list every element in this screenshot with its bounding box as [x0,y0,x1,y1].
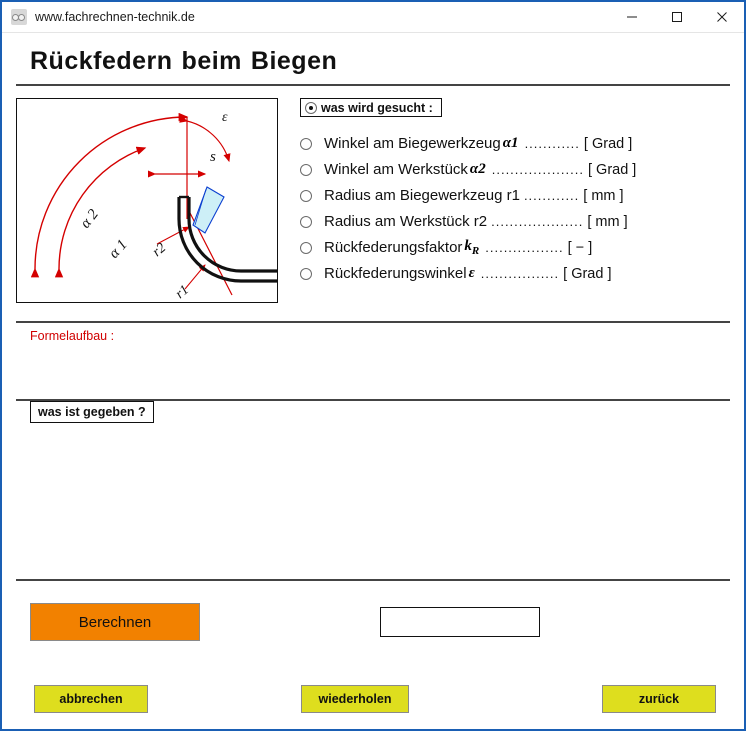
option-label-rueckfederungsfaktor: Rückfederungsfaktor [324,239,463,256]
figure-label-s: s [210,149,216,165]
formula-display [16,343,730,391]
bending-diagram-svg [17,99,278,303]
option-radio-rueckfederungswinkel[interactable] [300,268,312,280]
option-symbol-alpha2: α2 [469,161,486,177]
options-header-label: was wird gesucht : [321,100,433,115]
option-unit-1: [ Grad ] [587,161,637,178]
option-row-winkel-biegewerkzeug[interactable] [300,131,730,157]
option-row-winkel-werkstueck[interactable] [300,157,730,183]
cancel-button[interactable]: abbrechen [34,685,148,713]
close-button[interactable] [699,2,744,32]
search-options-group [294,98,730,313]
option-label-rueckfederungswinkel: Rückfederungswinkel [324,265,467,282]
repeat-button[interactable]: wiederholen [301,685,409,713]
footer-buttons [16,685,730,711]
option-row-radius-werkstueck[interactable] [300,209,730,235]
calculate-button[interactable]: Berechnen [30,603,200,641]
page-title [16,33,730,82]
option-dots-1: .................... [491,162,584,177]
option-unit-2: [ mm ] [583,187,624,204]
options-list [294,131,730,287]
option-radio-radius-werkstueck[interactable] [300,216,312,228]
result-field[interactable] [380,607,540,637]
given-values-button[interactable]: was ist gegeben ? [30,401,154,423]
option-label-radius-biegewerkzeug: Radius am Biegewerkzeug r1 [324,187,520,204]
option-unit-0: [ Grad ] [583,135,633,152]
figure-label-r1: r1 [172,282,193,303]
minimize-button[interactable] [609,2,654,32]
title-bar [2,2,744,33]
formula-label: Formelaufbau : [30,329,115,343]
option-dots-4: ................. [485,240,564,255]
option-unit-5: [ Grad ] [563,265,612,282]
option-symbol-epsilon: ε [468,265,475,281]
page-title-part-3: Biegen [250,47,338,75]
option-symbol-alpha1: α1 [502,135,519,151]
back-button[interactable]: zurück [602,685,716,713]
maximize-icon [671,11,683,23]
minimize-icon [626,11,638,23]
option-dots-3: .................... [491,214,584,229]
page-title-part-2: beim [181,47,242,75]
maximize-button[interactable] [654,2,699,32]
site-favicon-icon [11,9,27,25]
option-row-rueckfederungswinkel[interactable] [300,261,730,287]
page-title-part-1: Rückfedern [30,47,173,75]
figure-label-epsilon: ε [222,110,228,125]
option-symbol-kr: $k_R$ [464,238,480,257]
action-row [16,603,730,641]
figure-label-alpha1: α 1 [106,236,131,262]
figure-label-r2: r2 [149,240,170,261]
option-unit-3: [ mm ] [587,213,628,230]
options-header[interactable] [300,98,442,117]
option-row-rueckfederungsfaktor[interactable] [300,235,730,261]
option-label-winkel-werkstueck: Winkel am Werkstück [324,161,468,178]
option-radio-radius-biegewerkzeug[interactable] [300,190,312,202]
option-dots-0: ............ [524,136,580,151]
close-icon [716,11,728,23]
bending-diagram [16,98,278,303]
input-area [16,423,730,573]
option-radio-winkel-werkstueck[interactable] [300,164,312,176]
option-radio-winkel-biegewerkzeug[interactable] [300,138,312,150]
title-divider [16,84,730,86]
page-content [2,33,744,729]
option-label-winkel-biegewerkzeug: Winkel am Biegewerkzeug [324,135,501,152]
options-header-radio[interactable] [305,102,317,114]
option-dots-2: ............ [523,188,580,203]
option-label-radius-werkstueck: Radius am Werkstück r2 [324,213,488,230]
option-radio-rueckfederungsfaktor[interactable] [300,242,312,254]
option-row-radius-biegewerkzeug[interactable] [300,183,730,209]
bottom-divider [16,579,730,581]
top-row [16,98,730,313]
window-title: www.fachrechnen-technik.de [35,10,195,24]
figure-label-alpha2: α 2 [77,206,102,232]
option-dots-5: ................. [480,266,560,281]
option-unit-4: [ − ] [567,239,593,256]
